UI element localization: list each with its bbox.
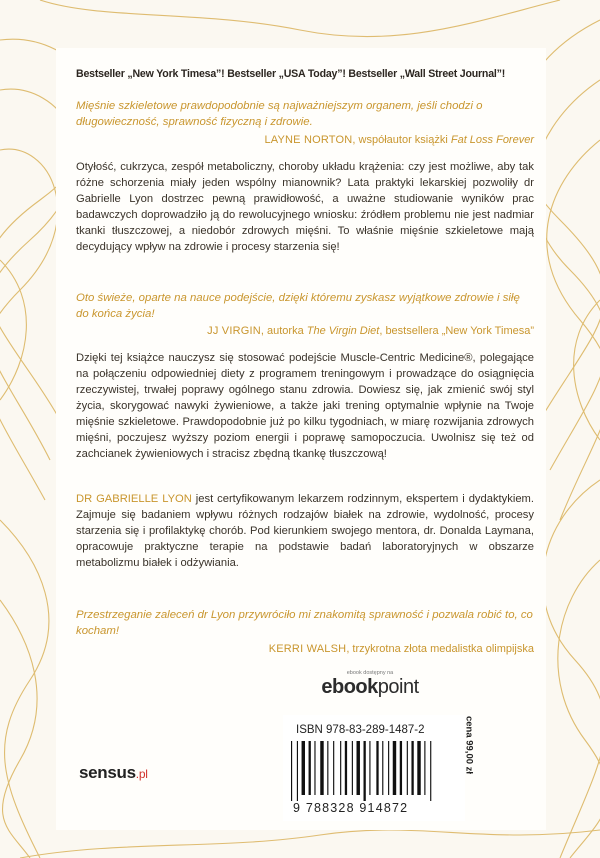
barcode-bar	[357, 741, 360, 795]
book-description-paragraph: Dzięki tej książce nauczysz się stosować podejście Muscle-Centric Medicine®, polegające na połączeniu odpowiedniej diety z programem treningowym i prowadzące do osiągnięcia rzeczywistej, trwałej poprawy ogólnego stanu zdrowia. Dowiesz się, jak zmienić swój styl życia, skorygować nawyki żywieniowe, a także jaki trening optymalnie wpłynie na Twoje mięśnie szkieletowe. Prawdopodobnie już po kilku tygodniach, w miarę rozwijania zdrowych mięśni, poczujesz wyższy poziom energii i poprawę samopoczucia. Uwolnisz się też od zachcianek żywieniowych i stracisz zbędną tkankę tłuszczową!	[76, 352, 534, 460]
attribution-tail: , bestsellera „New York Timesa”	[379, 325, 534, 337]
ebookpoint-logo	[290, 670, 450, 699]
barcode-bar	[411, 741, 413, 795]
attribution-role: , trzykrotna złota medalistka olimpijska	[346, 643, 534, 655]
publisher-logo	[79, 763, 148, 783]
barcode-bar	[393, 741, 396, 795]
barcode-bar	[376, 741, 378, 795]
barcode-bar	[297, 741, 298, 801]
isbn-number: ISBN 978-83-289-1487-2	[296, 724, 425, 736]
quote-attribution-jj-virgin	[207, 325, 534, 337]
intro-paragraph: Otyłość, cukrzyca, zespół metaboliczny, choroby układu krążenia: czy jest możliwe, aby tak różne schorzenia miały jeden wspólny mianownik? Lata praktyki lekarskiej pozwoliły dr Gabrielle Lyon dostrzec pewną prawidłowość, a uważne studiowanie wyników prac badawczych doprowadziło ją do rewolucyjnego wniosku: źródłem problemu nie jest nadmiar tkanki tłuszczowej, a niedobór zdrowych mięśni. To właśnie mięśnie szkieletowe mają decydujący wpływ na zdrowie i procesy starzenia się!	[76, 161, 534, 253]
publisher-tld: .pl	[135, 767, 148, 781]
ebookpoint-caption: ebook dostępny na	[346, 670, 394, 676]
price-text: cena 99,00 zł	[463, 715, 475, 775]
barcode-bar	[382, 741, 383, 795]
barcode-digits: 9 788328 914872	[293, 801, 409, 815]
quote-attribution-layne-norton	[264, 134, 534, 146]
barcode-bar	[430, 741, 431, 801]
barcode-bar	[417, 741, 420, 795]
barcode-bar	[327, 741, 328, 795]
attribution-book: Fat Loss Forever	[450, 134, 534, 146]
barcode	[289, 741, 459, 801]
bestseller-line: Bestseller „New York Timesa”! Bestseller „USA Today”! Bestseller „Wall Street Journal”!	[76, 68, 506, 80]
attribution-name: KERRI WALSH	[268, 643, 347, 655]
price-label	[462, 700, 476, 790]
barcode-bar	[340, 741, 341, 795]
author-bio-paragraph	[76, 491, 534, 571]
ebookpoint-wordmark: ebookpoint	[321, 676, 419, 698]
barcode-bar	[309, 741, 311, 795]
barcode-bar	[320, 741, 323, 795]
author-name: DR GABRIELLE LYON	[76, 493, 192, 505]
barcode-bar	[364, 741, 366, 801]
publisher-name: sensus	[79, 763, 136, 782]
quote-jj-virgin: Oto świeże, oparte na nauce podejście, dzięki któremu zyskasz wyjątkowe zdrowie i siłę do końca życia!	[76, 292, 520, 320]
barcode-bar	[400, 741, 402, 795]
attribution-role: , współautor książki	[352, 134, 451, 146]
quote-layne-norton: Mięśnie szkieletowe prawdopodobnie są najważniejszym organem, jeśli chodzi o długowieczność, sprawność fizyczną i zdrowie.	[76, 100, 483, 128]
barcode-bar	[302, 741, 305, 795]
quote-kerri-walsh: Przestrzeganie zaleceń dr Lyon przywróciło mi znakomitą sprawność i pozwala robić to, co kocham!	[76, 609, 533, 637]
attribution-book: The Virgin Diet	[306, 325, 380, 337]
barcode-bar	[407, 741, 408, 795]
barcode-bar	[424, 741, 425, 795]
barcode-bar	[369, 741, 370, 795]
author-bio-text: jest certyfikowanym lekarzem rodzinnym, ekspertem i dydaktykiem. Zajmuje się badaniem wpływu różnych rodzajów białek na zdrowie, wydolność, procesy starzenia się i profilaktykę chorób. Pod kierunkiem swojego mentora, dr. Donalda Laymana, opracowuje praktyczne terapie na podstawie badań laboratoryjnych w obszarze metabolizmu białek i odżywiania.	[76, 493, 534, 569]
attribution-name: LAYNE NORTON	[264, 134, 353, 146]
barcode-bar	[352, 741, 353, 795]
quote-attribution-kerri-walsh	[269, 643, 534, 655]
barcode-bar	[314, 741, 315, 795]
barcode-bar	[388, 741, 389, 795]
attribution-role: , autorka	[260, 325, 307, 337]
barcode-bar	[333, 741, 334, 795]
barcode-bar	[345, 741, 347, 795]
attribution-name: JJ VIRGIN	[207, 325, 261, 337]
barcode-bar	[291, 741, 292, 801]
